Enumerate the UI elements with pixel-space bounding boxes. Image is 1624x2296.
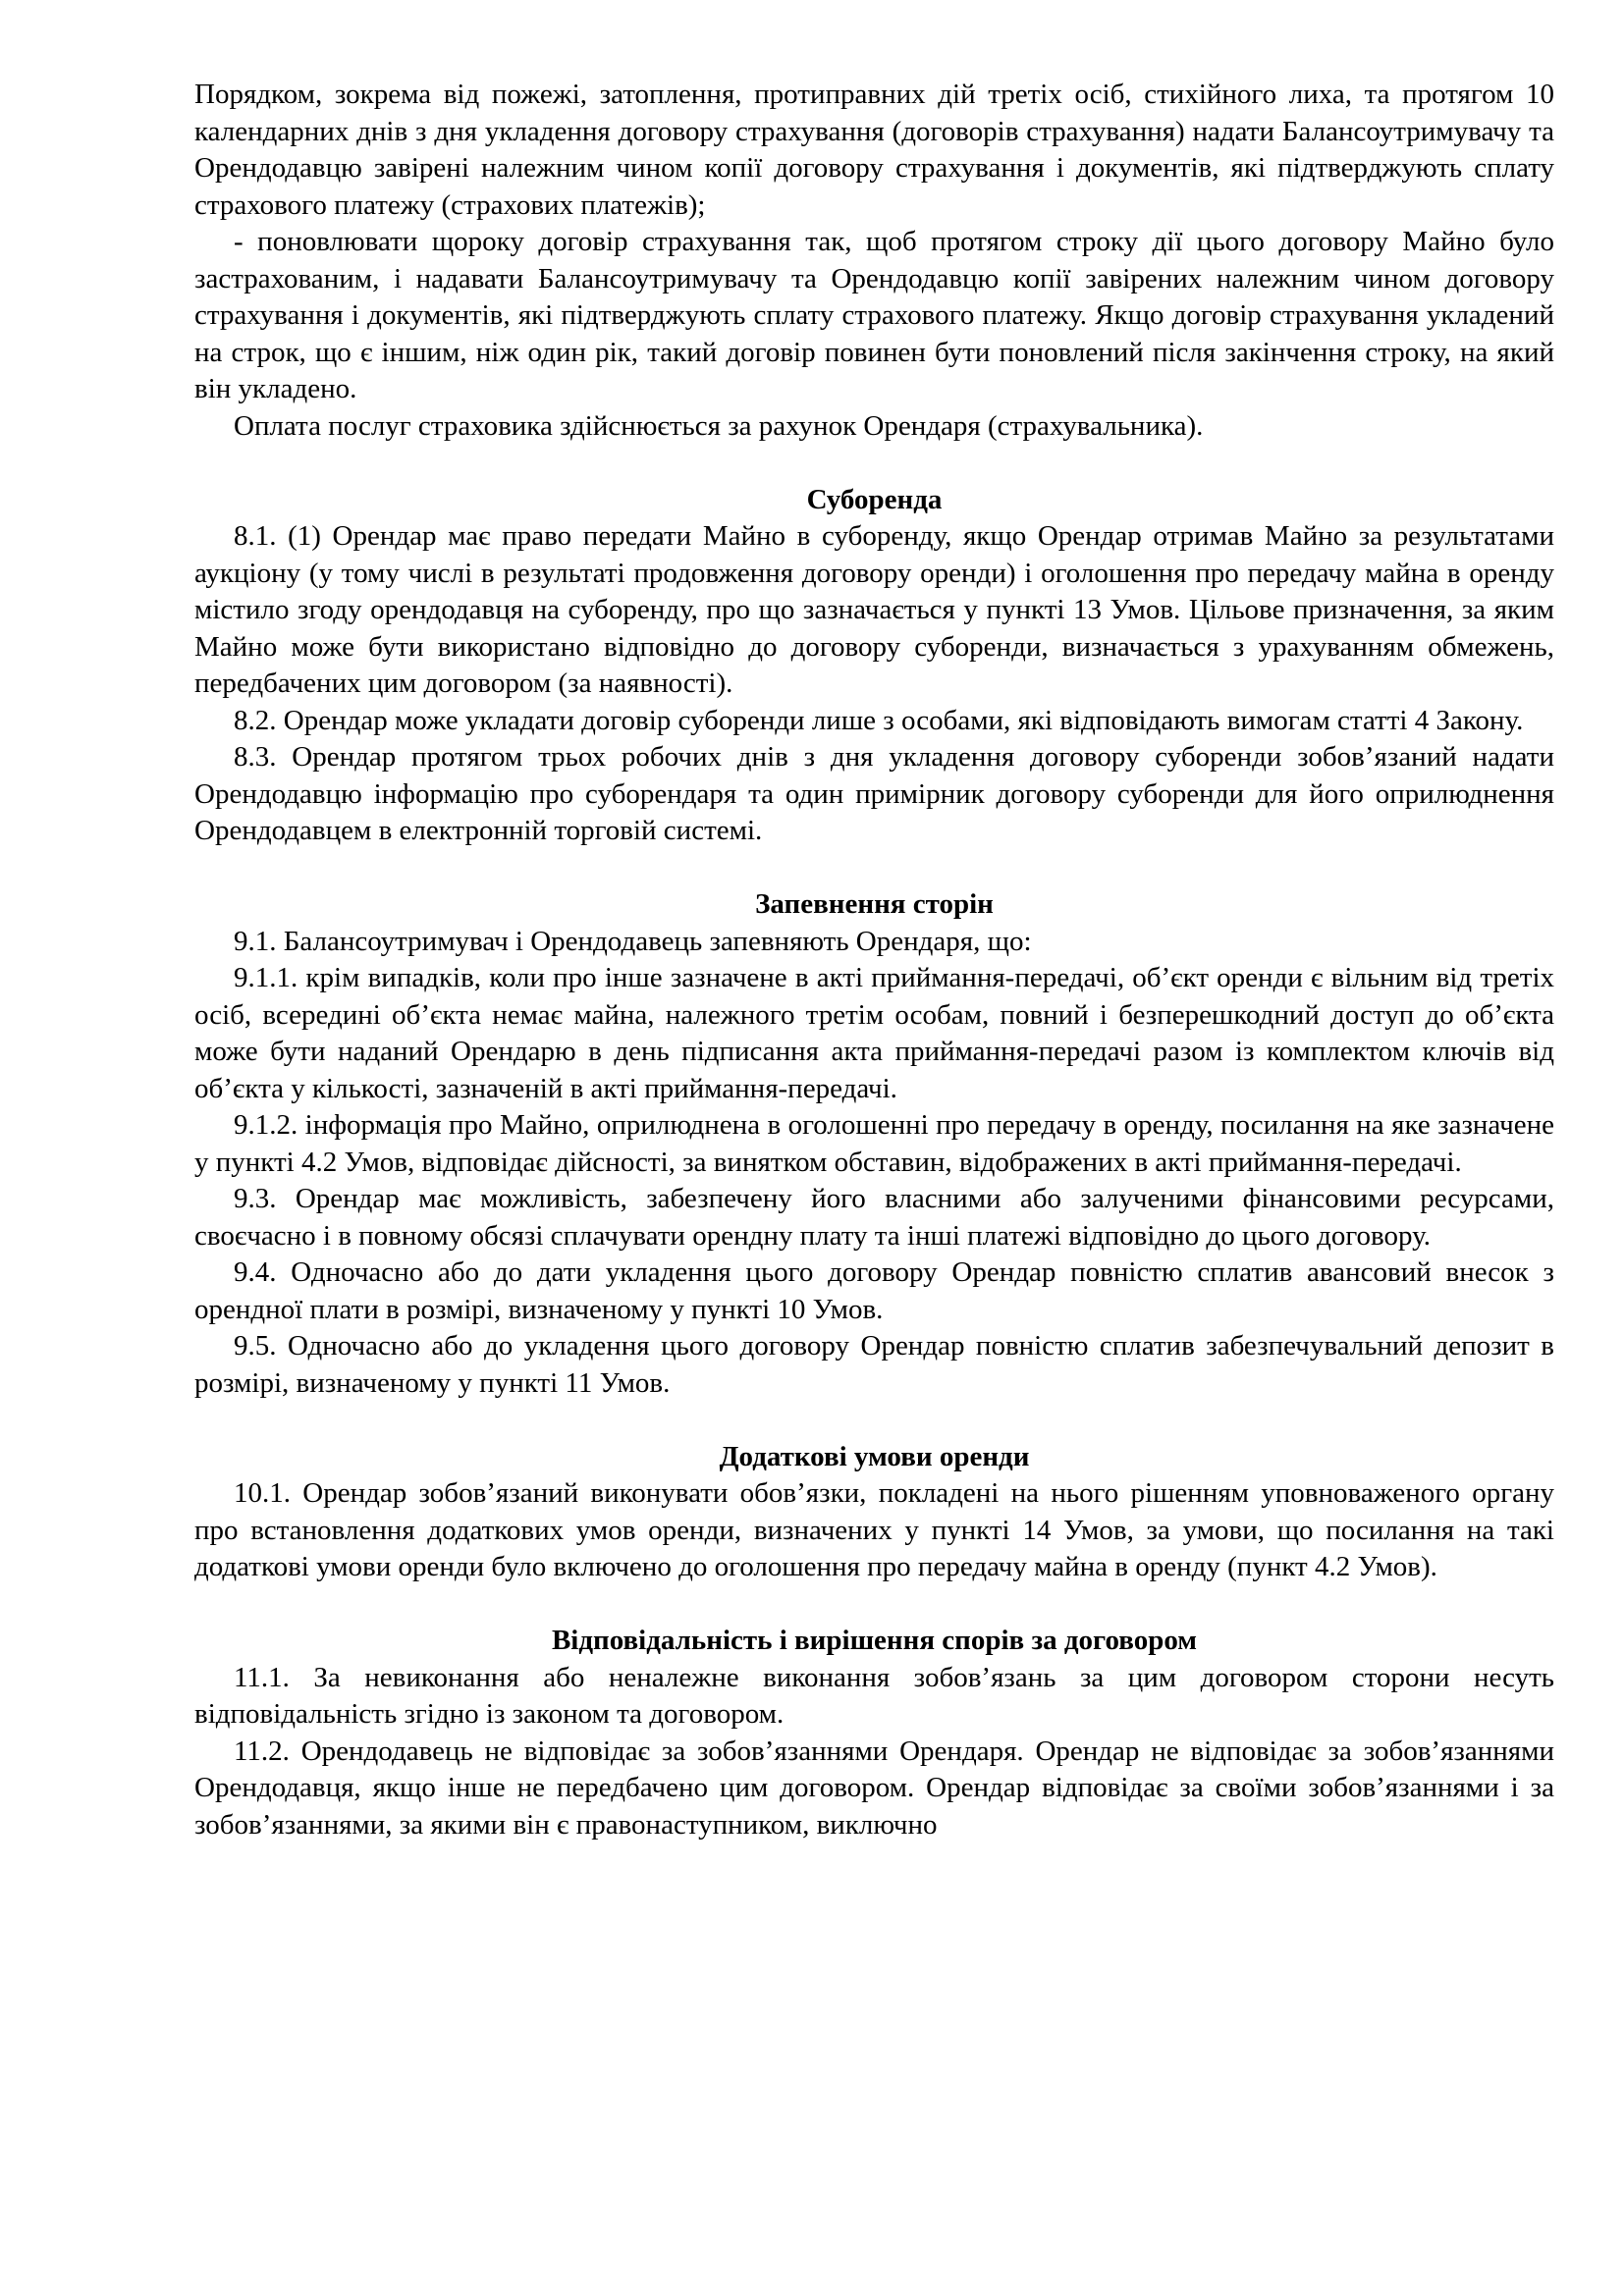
- paragraph: 8.3. Орендар протягом трьох робочих днів з дня укладення договору суборенди зобов’язаний надати Орендодавцю інформацію про суборендаря та один примірник договору суборенди для його оприлюднення Орендодавцем в електронній торговій системі.: [194, 741, 1554, 846]
- document-page: [194, 77, 1554, 1843]
- paragraph: Оплата послуг страховика здійснюється за рахунок Орендаря (страхувальника).: [234, 409, 1204, 442]
- section-heading: Додаткові умови оренди: [719, 1440, 1030, 1472]
- paragraph: 9.1. Балансоутримувач і Орендодавець запевняють Орендаря, що:: [234, 925, 1032, 957]
- paragraph: 8.2. Орендар може укладати договір суборенди лише з особами, які відповідають вимогам статті 4 Закону.: [234, 704, 1524, 736]
- paragraph: 9.4. Одночасно або до дати укладення цього договору Орендар повністю сплатив авансовий внесок з орендної плати в розмірі, визначеному у пункті 10 Умов.: [194, 1256, 1554, 1325]
- paragraph: 11.2. Орендодавець не відповідає за зобов’язаннями Орендаря. Орендар не відповідає за зобов’язаннями Орендодавця, якщо інше не передбачено цим договором. Орендар відповідає за своїми зобов’язаннями і за зобов’язаннями, за якими він є правонаступником, виключно: [194, 1735, 1554, 1841]
- paragraph: Порядком, зокрема від пожежі, затоплення, протиправних дій третіх осіб, стихійного лиха, та протягом 10 календарних днів з дня укладення договору страхування (договорів страхування) надати Балансоутримувачу та Орендодавцю завірені належним чином копії договору страхування і документів, які підтверджують сплату страхового платежу (страхових платежів);: [194, 79, 1554, 221]
- section-heading: Запевнення сторін: [755, 888, 994, 920]
- paragraph: 9.1.1. крім випадків, коли про інше зазначене в акті приймання-передачі, об’єкт оренди є вільним від третіх осіб, всередині об’єкта немає майна, належного третім особам, повний і безперешкодний доступ до об’єкта може бути наданий Орендарю в день підписання акта приймання-передачі разом із комплектом ключів від об’єкта у кількості, зазначеній в акті приймання-передачі.: [194, 962, 1554, 1104]
- paragraph: 9.5. Одночасно або до укладення цього договору Орендар повністю сплатив забезпечувальний депозит в розмірі, визначеному у пункті 11 Умов.: [194, 1330, 1554, 1399]
- paragraph: 9.3. Орендар має можливість, забезпечену його власними або залученими фінансовими ресурсами, своєчасно і в повному обсязі сплачувати орендну плату та інші платежі відповідно до цього договору.: [194, 1183, 1554, 1252]
- section-heading: Суборенда: [806, 483, 943, 515]
- section-heading: Відповідальність і вирішення спорів за договором: [551, 1625, 1198, 1656]
- paragraph: 9.1.2. інформація про Майно, оприлюднена в оголошенні про передачу в оренду, посилання на яке зазначене у пункті 4.2 Умов, відповідає дійсності, за винятком обставин, відображених в акті приймання-передачі.: [194, 1109, 1554, 1178]
- paragraph: 10.1. Орендар зобов’язаний виконувати обов’язки, покладені на нього рішенням уповноваженого органу про встановлення додаткових умов оренди, визначених у пункті 14 Умов, за умови, що посилання на такі додаткові умови оренди було включено до оголошення про передачу майна в оренду (пункт 4.2 Умов).: [194, 1477, 1554, 1582]
- paragraph: - поновлювати щороку договір страхування так, щоб протягом строку дії цього договору Майно було застрахованим, і надавати Балансоутримувачу та Орендодавцю копії завірених належним чином договору страхування і документів, які підтверджують сплату страхового платежу. Якщо договір страхування укладений на строк, що є іншим, ніж один рік, такий договір повинен бути поновлений після закінчення строку, на який він укладено.: [194, 226, 1554, 404]
- paragraph: 8.1. (1) Орендар має право передати Майно в суборенду, якщо Орендар отримав Майно за результатами аукціону (у тому числі в результаті продовження договору оренди) і оголошення про передачу майна в оренду містило згоду орендодавця на суборенду, про що зазначається у пункті 13 Умов. Цільове призначення, за яким Майно може бути використано відповідно до договору суборенди, визначається з урахуванням обмежень, передбачених цим договором (за наявності).: [194, 520, 1554, 699]
- paragraph: 11.1. За невиконання або неналежне виконання зобов’язань за цим договором сторони несуть відповідальність згідно із законом та договором.: [194, 1661, 1554, 1730]
